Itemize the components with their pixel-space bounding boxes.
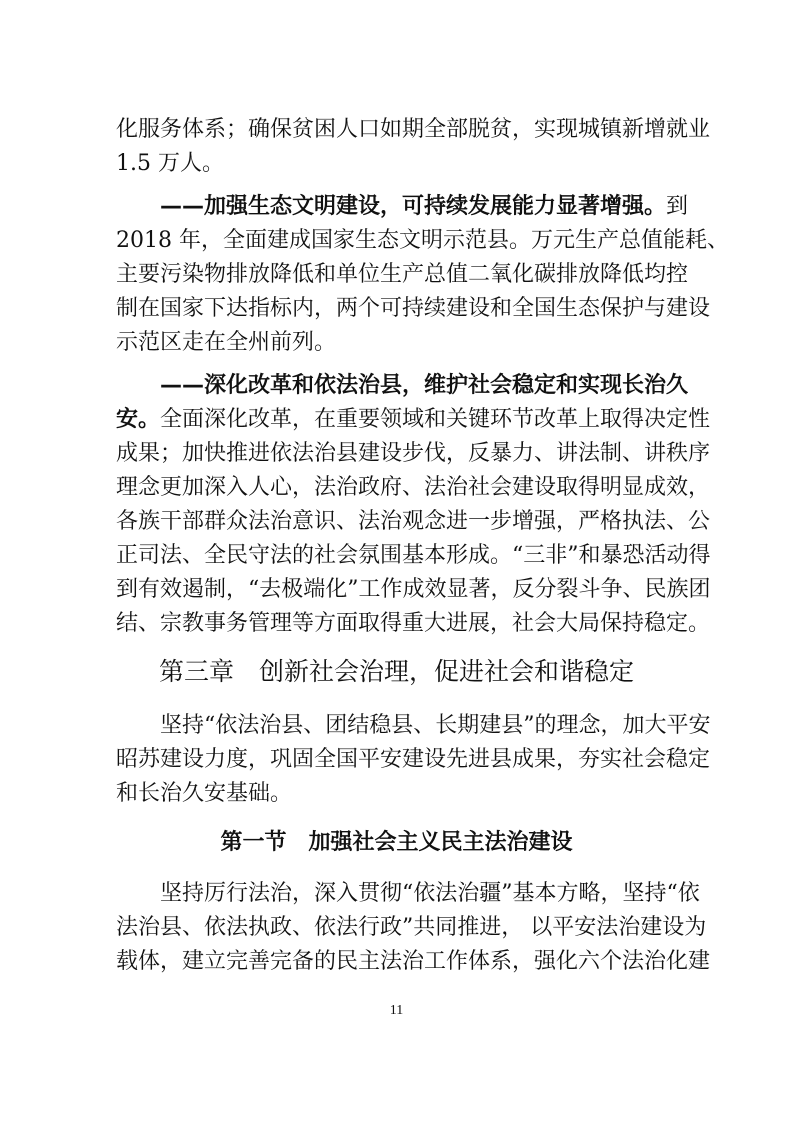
body-text-line: 和长治久安基础。 bbox=[116, 781, 293, 806]
section-heading: 第一节 加强社会主义民主法治建设 bbox=[220, 829, 573, 855]
body-text-line: 化服务体系；确保贫困人口如期全部脱贫，实现城镇新增就业 bbox=[116, 117, 711, 142]
body-text-line: 理念更加深入人心，法治政府、法治社会建设取得明显成效， bbox=[116, 475, 711, 500]
bold-lead-text: ——加强生态文明建设，可持续发展能力显著增强。 bbox=[160, 194, 667, 219]
body-text-line: 到有效遏制，“去极端化”工作成效显著，反分裂斗争、民族团 bbox=[116, 577, 711, 602]
chapter-heading: 第三章 创新社会治理，促进社会和谐稳定 bbox=[158, 657, 634, 686]
bold-lead-text: 安。 bbox=[116, 407, 161, 432]
body-text-span: 到 bbox=[666, 194, 689, 219]
body-text-line: 昭苏建设力度，巩固全国平安建设先进县成果，夯实社会稳定 bbox=[116, 747, 711, 772]
bold-lead-text: ——深化改革和依法治县，维护社会稳定和实现长治久 bbox=[160, 373, 689, 398]
body-text-line: 法治县、依法执政、依法行政”共同推进， 以平安法治建设为 bbox=[116, 915, 707, 940]
page-number: 11 bbox=[389, 1003, 404, 1018]
body-text-line: 示范区走在全州前列。 bbox=[116, 330, 337, 355]
body-text-line: 1.5 万人。 bbox=[116, 151, 224, 176]
body-text-line bbox=[116, 193, 689, 221]
body-text-line: 结、宗教事务管理等方面取得重大进展，社会大局保持稳定。 bbox=[116, 611, 711, 636]
body-text-span: 全面深化改革，在重要领域和关键环节改革上取得决定性 bbox=[160, 407, 711, 432]
body-text-line: 坚持“依法治县、团结稳县、长期建县”的理念，加大平安 bbox=[160, 713, 711, 738]
body-text-line: 2018 年，全面建成国家生态文明示范县。万元生产总值能耗、 bbox=[116, 228, 729, 253]
body-text-line: 坚持厉行法治，深入贯彻“依法治疆”基本方略，坚持“依 bbox=[160, 881, 700, 906]
body-text-line: 成果；加快推进依法治县建设步伐，反暴力、讲法制、讲秩序 bbox=[116, 441, 711, 466]
body-text-line: 载体，建立完善完备的民主法治工作体系，强化六个法治化建 bbox=[116, 949, 711, 974]
body-text-line: 主要污染物排放降低和单位生产总值二氧化碳排放降低均控 bbox=[116, 262, 689, 287]
body-text-line bbox=[116, 406, 711, 434]
body-text-line: 制在国家下达指标内，两个可持续建设和全国生态保护与建设 bbox=[116, 296, 711, 321]
body-text-line: 各族干部群众法治意识、法治观念进一步增强，严格执法、公 bbox=[116, 509, 711, 534]
body-text-line: 正司法、全民守法的社会氛围基本形成。“三非”和暴恐活动得 bbox=[116, 543, 711, 568]
